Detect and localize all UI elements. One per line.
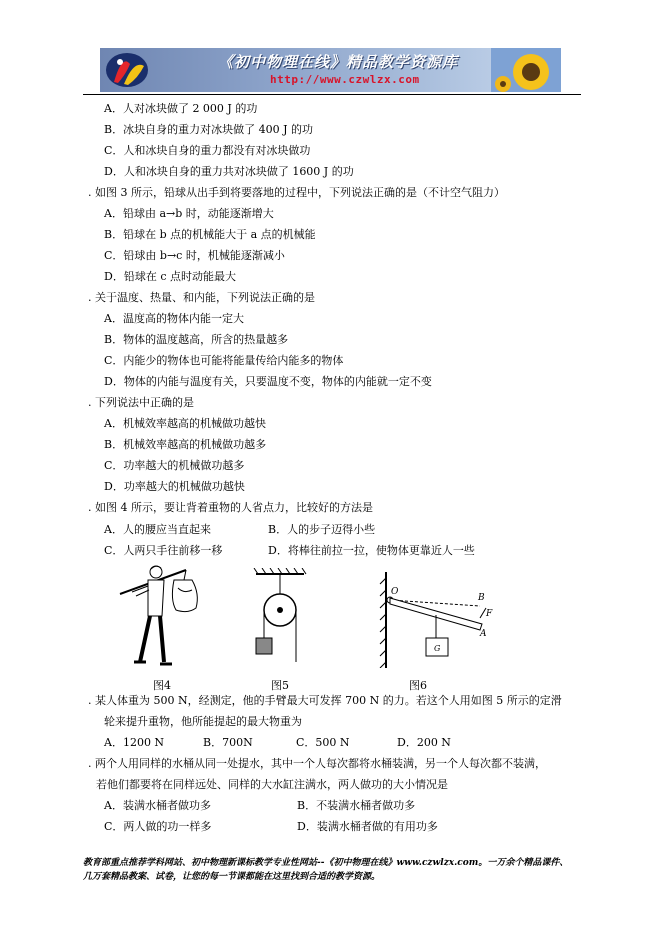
header-banner	[100, 48, 561, 92]
sunflower-image	[491, 48, 561, 92]
question-stem-cont: 若他们都要将在同样远处、同样的大水缸注满水，两人做功的大小情况是	[96, 778, 448, 791]
label-o: O	[391, 587, 399, 597]
page-footer	[83, 856, 588, 884]
option-line: D．装满水桶者做的有用功多	[297, 820, 438, 833]
footer-line: 几万套精品教案、试卷，让您的每一节课都能在这里找到合适的教学资源。	[83, 872, 381, 882]
option-line: B．机械效率越高的机械做功越多	[104, 438, 267, 451]
question-stem-cont: 轮来提升重物，他所能提起的最大物重为	[104, 715, 302, 728]
header-divider	[83, 94, 581, 95]
option-line: B．700N	[203, 736, 253, 749]
option-line: A．人对冰块做了 2 000 J 的功	[104, 102, 258, 115]
question-stem: . 两个人用同样的水桶从同一处提水，其中一个人每次都将水桶装满，另一个人每次都不装满，	[88, 757, 546, 770]
option-line: C．内能少的物体也可能将能量传给内能多的物体	[104, 354, 344, 367]
option-line: A．铅球由 a→b 时，动能逐渐增大	[104, 207, 274, 220]
question-stem: . 下列说法中正确的是	[88, 396, 194, 409]
option-line: D．将棒往前拉一拉，使物体更靠近人一些	[268, 544, 475, 557]
figure-5-caption: 图5	[271, 679, 289, 692]
header-title: 《初中物理在线》精品教学资源库	[218, 53, 459, 71]
option-line: A．装满水桶者做功多	[104, 799, 211, 812]
option-line: B．不装满水桶者做功多	[297, 799, 416, 812]
option-line: D．人和冰块自身的重力共对冰块做了 1600 J 的功	[104, 165, 354, 178]
option-line: A．人的腰应当直起来	[104, 523, 211, 536]
option-line: C．铅球由 b→c 时，机械能逐渐减小	[104, 249, 285, 262]
figure-6-caption: 图6	[409, 679, 427, 692]
option-line: A．温度高的物体内能一定大	[104, 312, 244, 325]
option-line: C．500 N	[296, 736, 350, 749]
label-b: B	[478, 593, 485, 603]
option-line: D．铅球在 c 点时动能最大	[104, 270, 236, 283]
figure-4-caption: 图4	[153, 679, 171, 692]
question-stem: . 如图 3 所示，铅球从出手到将要落地的过程中，下列说法正确的是（不计空气阻力）	[88, 186, 505, 199]
label-g: G	[434, 644, 441, 653]
option-line: B．铅球在 b 点的机械能大于 a 点的机械能	[104, 228, 316, 241]
label-f: F	[486, 609, 493, 619]
option-line: C．人和冰块自身的重力都没有对冰块做功	[104, 144, 311, 157]
option-line: C．功率越大的机械做功越多	[104, 459, 245, 472]
question-stem: . 如图 4 所示，要让背着重物的人省点力，比较好的方法是	[88, 501, 373, 514]
option-line: C．人两只手往前移一移	[104, 544, 223, 557]
header-url[interactable]: http://www.czwlzx.com	[270, 73, 420, 86]
option-line: B．物体的温度越高，所含的热量越多	[104, 333, 289, 346]
option-line: A．1200 N	[104, 736, 165, 749]
figure-5-fixed-pulley	[250, 568, 310, 664]
option-line: D．200 N	[397, 736, 451, 749]
site-logo	[104, 50, 150, 90]
question-stem: . 某人体重为 500 N，经测定，他的手臂最大可发挥 700 N 的力。若这个人用如图 5 所示的定滑	[88, 694, 562, 707]
option-line: A．机械效率越高的机械做功越快	[104, 417, 266, 430]
label-a: A	[480, 629, 487, 639]
option-line: B．冰块自身的重力对冰块做了 400 J 的功	[104, 123, 313, 136]
figure-6-lever	[376, 568, 498, 668]
footer-line: 教育部重点推荐学科网站、初中物理新课标教学专业性网站--《初中物理在线》www.czwlzx.com。一万余个精品课件、	[83, 858, 569, 868]
figure-4-person-carrying	[118, 564, 204, 672]
option-line: C．两人做的功一样多	[104, 820, 212, 833]
option-line: B．人的步子迈得小些	[268, 523, 376, 536]
question-stem: . 关于温度、热量、和内能，下列说法正确的是	[88, 291, 315, 304]
option-line: D．功率越大的机械做功越快	[104, 480, 245, 493]
option-line: D．物体的内能与温度有关，只要温度不变，物体的内能就一定不变	[104, 375, 432, 388]
